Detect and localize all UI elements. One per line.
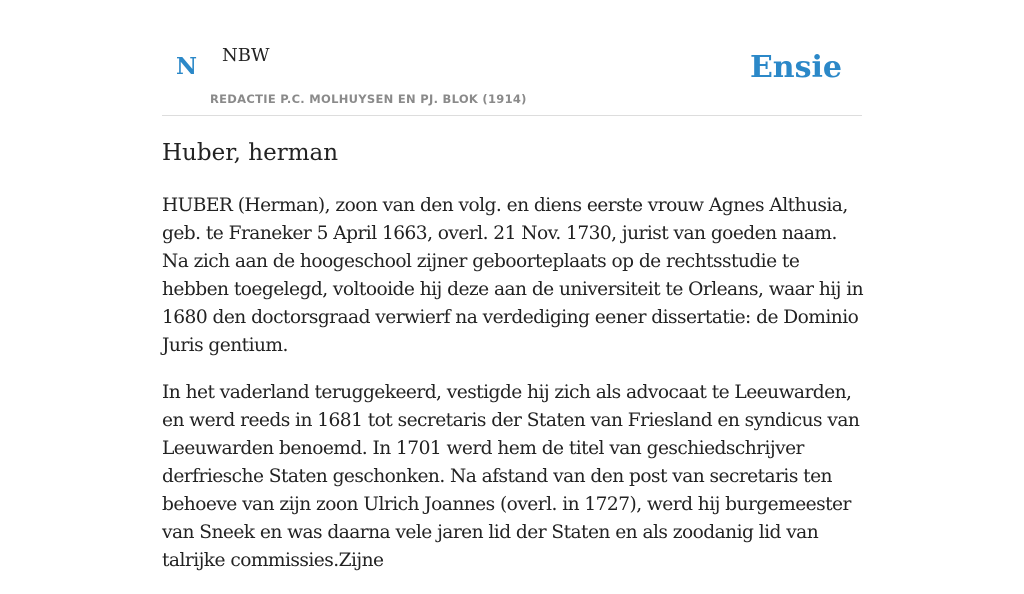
- brand-logo[interactable]: Ensie: [749, 50, 842, 85]
- source-name[interactable]: NBW: [222, 45, 270, 66]
- article-paragraph: HUBER (Herman), zoon van den volg. en diens eerste vrouw Agnes Althusia, geb. te Franeker 5 April 1663, overl. 21 Nov. 1730, jurist van goeden naam. Na zich aan de hoogeschool zijner geboorteplaats op de rechtsstudie te hebben toegelegd, voltooide hij deze aan de universiteit te Orleans, waar hij in 1680 den doctorsgraad verwierf na verdediging eener dissertatie: de Dominio Juris gentium.: [162, 195, 864, 356]
- source-logo[interactable]: N: [176, 53, 198, 80]
- header: [162, 0, 862, 116]
- article-body: [162, 192, 866, 594]
- article-title: Huber, herman: [162, 140, 339, 166]
- source-editors: REDACTIE P.C. MOLHUYSEN EN PJ. BLOK (1914): [210, 92, 527, 106]
- article-paragraph: In het vaderland teruggekeerd, vestigde hij zich als advocaat te Leeuwarden, en werd reeds in 1681 tot secretaris der Staten van Friesland en syndicus van Leeuwarden benoemd. In 1701 werd hem de titel van geschiedschrijver derfriesche Staten geschonken. Na afstand van den post van secretaris ten behoeve van zijn zoon Ulrich Joannes (overl. in 1727), werd hij burgemeester van Sneek en was daarna vele jaren lid der Staten en als zoodanig lid van talrijke commissies.Zijne: [162, 382, 860, 571]
